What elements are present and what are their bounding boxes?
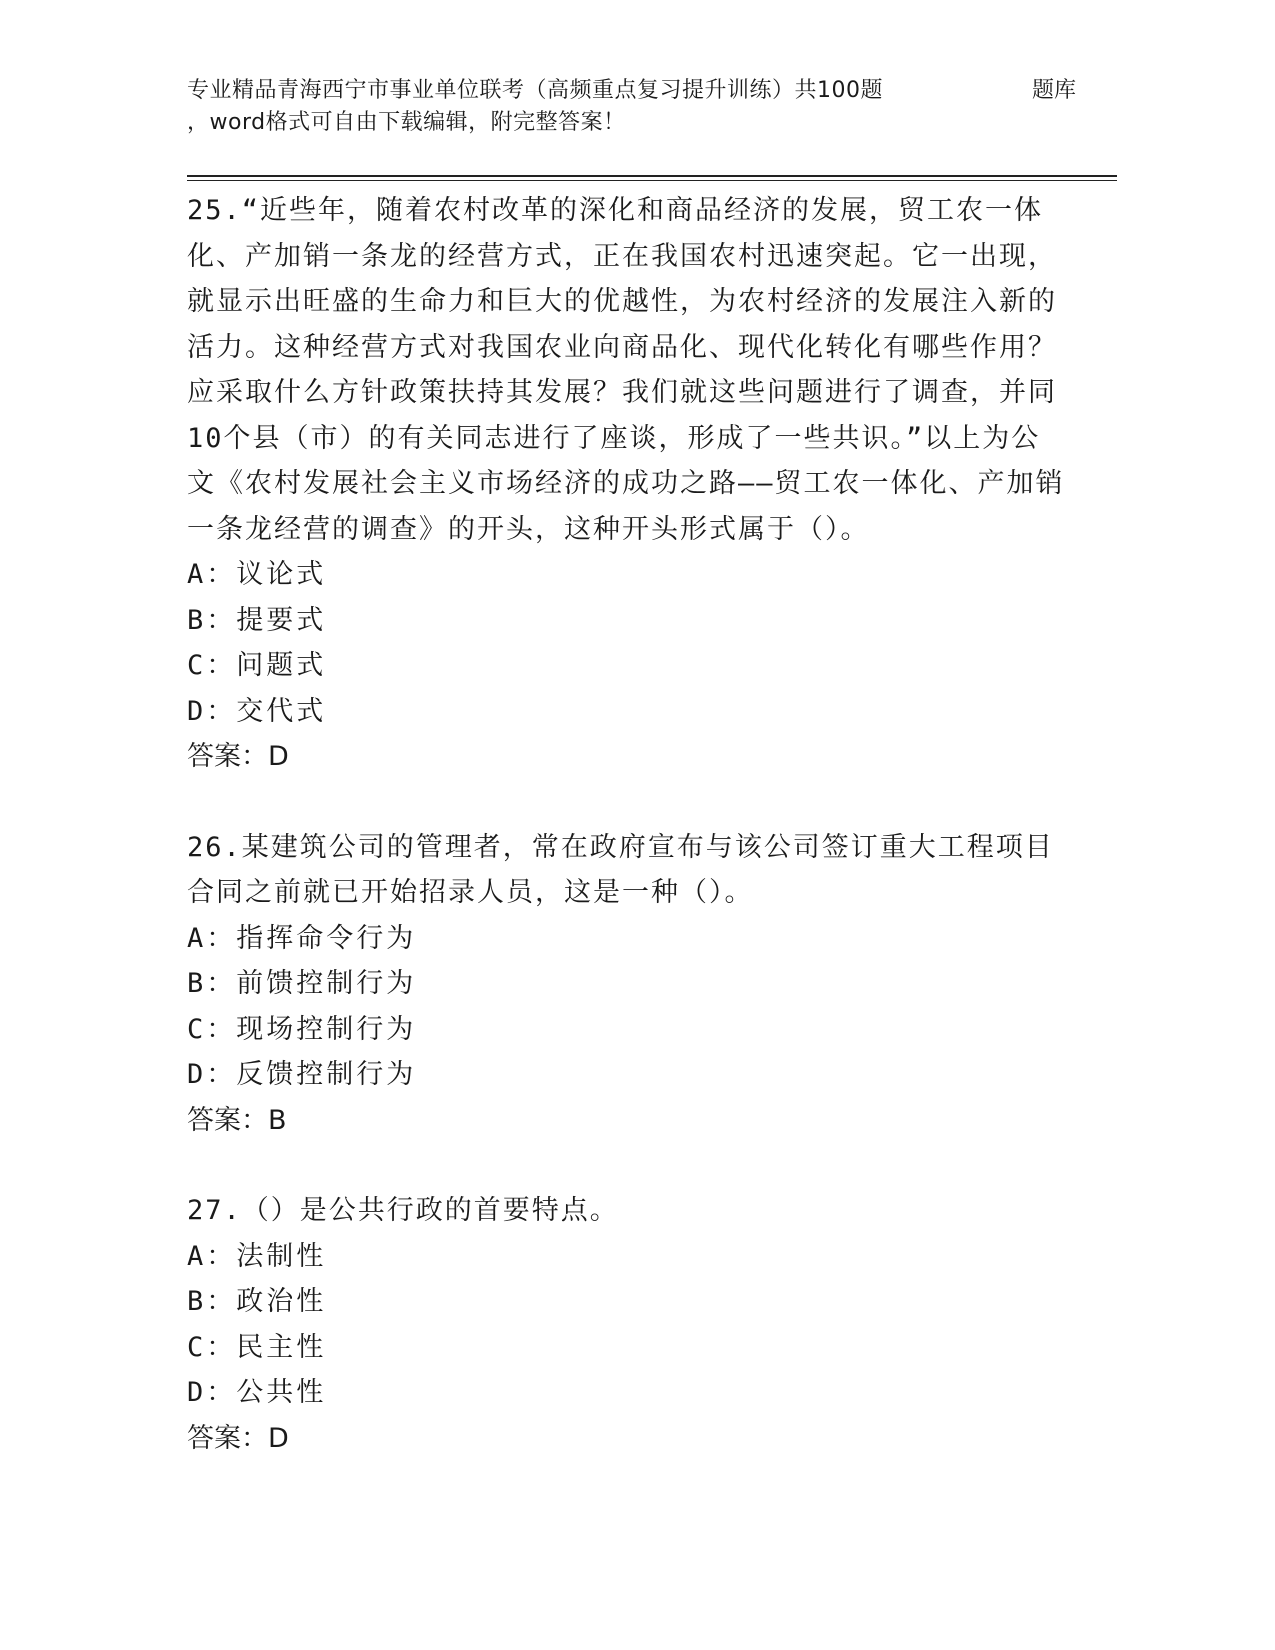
option-d: D：公共性 [187,1377,327,1408]
question-stem: 26.某建筑公司的管理者，常在政府宣布与该公司签订重大工程项目合同之前就已开始招录人员，这是一种（）。 [187,831,1054,908]
option-a: A：议论式 [187,559,327,590]
option-b: B：提要式 [187,604,327,636]
question-stem: 27.（）是公共行政的首要特点。 [187,1195,619,1226]
option-c: C：现场控制行为 [187,1013,417,1045]
question-25 [187,188,1087,780]
option-b: B：政治性 [187,1286,327,1317]
option-b: B：前馈控制行为 [187,968,417,999]
option-a: A：法制性 [187,1240,327,1272]
answer: 答案：B [187,1104,287,1136]
option-a: A：指挥命令行为 [187,922,417,954]
option-d: D：交代式 [187,695,327,727]
question-stem: 25.“近些年，随着农村改革的深化和商品经济的发展，贸工农一体化、产加销一条龙的经营方式，正在我国农村迅速突起。它一出现，就显示出旺盛的生命力和巨大的优越性，为农村经济的发展注入新的活力。这种经营方式对我国农业向商品化、现代化转化有哪些作用？应采取什么方针政策扶持其发展？我们就这些问题进行了调查，并同10个县（市）的有关同志进行了座谈，形成了一些共识。”以上为公文《农村发展社会主义市场经济的成功之路——贸工农一体化、产加销一条龙经营的调查》的开头，这种开头形式属于（）。 [187,195,1065,545]
page-header [187,72,1117,182]
header-title-line2: ，word格式可自由下载编辑，附完整答案！ [187,110,626,135]
header-tag: 题库 [1032,78,1077,103]
spacer [187,1143,1087,1188]
option-c: C：问题式 [187,650,327,681]
question-27 [187,1188,1087,1461]
option-d: D：反馈控制行为 [187,1059,417,1090]
header-divider-thin [187,180,1117,181]
option-c: C：民主性 [187,1331,327,1363]
spacer [187,780,1087,825]
header-divider-thick [187,175,1117,177]
question-list [187,188,1087,1461]
answer: 答案：D [187,1422,289,1454]
answer: 答案：D [187,741,289,772]
question-26 [187,825,1087,1144]
header-title-line1: 专业精品青海西宁市事业单位联考（高频重点复习提升训练）共100题 [187,78,883,103]
